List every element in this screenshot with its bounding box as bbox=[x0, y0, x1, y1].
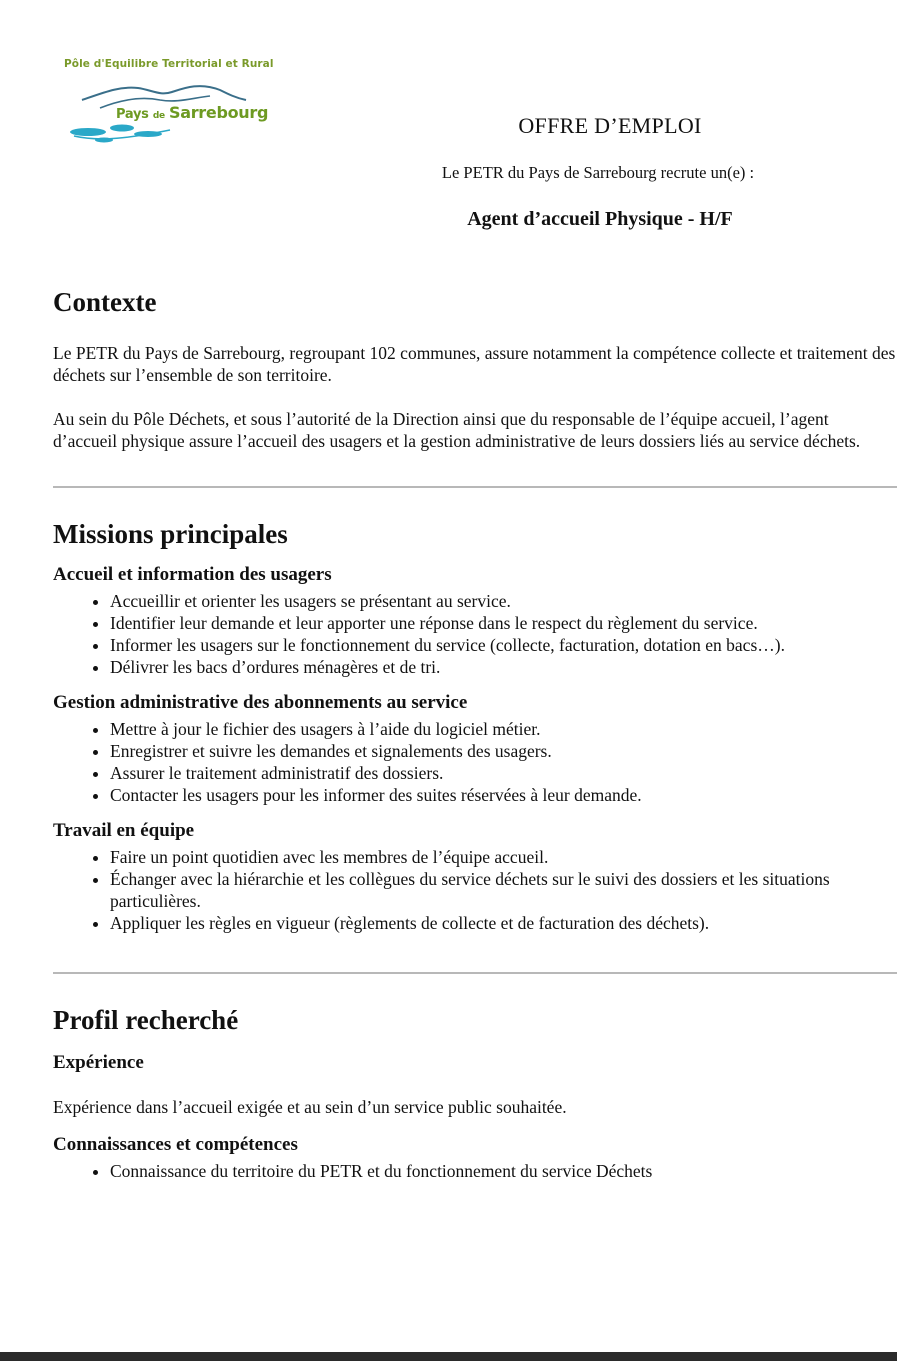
list-item: • Mettre à jour le fichier des usagers à l’aide du logiciel métier. bbox=[110, 718, 897, 740]
offer-title: OFFRE D’EMPLOI bbox=[518, 113, 702, 138]
section-title-profil: Profil recherché bbox=[53, 1005, 239, 1035]
mission-list-equipe bbox=[53, 846, 897, 934]
experience-text: Expérience dans l’accueil exigée et au sein d’un service public souhaitée. bbox=[53, 1097, 567, 1117]
logo-name-part1: Pays bbox=[116, 107, 149, 122]
mission-list-accueil bbox=[53, 590, 897, 678]
logo-tagline: Pôle d'Equilibre Territorial et Rural bbox=[64, 58, 274, 70]
subsection-title-equipe: Travail en équipe bbox=[53, 820, 195, 841]
list-item: • Échanger avec la hiérarchie et les collègues du service déchets sur le suivi des dossiers et les situations particulières. bbox=[110, 868, 897, 912]
list-item: • Identifier leur demande et leur apporter une réponse dans le respect du règlement du service. bbox=[110, 612, 897, 634]
logo-name bbox=[116, 103, 268, 122]
skills-list bbox=[53, 1160, 897, 1182]
mission-list-gestion bbox=[53, 718, 897, 806]
logo-name-part2: de bbox=[152, 111, 165, 121]
list-item: • Informer les usagers sur le fonctionnement du service (collecte, facturation, dotation en bacs…). bbox=[110, 634, 897, 656]
recruit-line: Le PETR du Pays de Sarrebourg recrute un(e) : bbox=[441, 163, 755, 182]
organization-logo bbox=[60, 56, 275, 146]
list-item: • Faire un point quotidien avec les membres de l’équipe accueil. bbox=[110, 846, 897, 868]
list-item: • Appliquer les règles en vigueur (règlements de collecte et de facturation des déchets). bbox=[110, 912, 897, 934]
subsection-title-accueil: Accueil et information des usagers bbox=[53, 564, 332, 585]
contexte-paragraph: Au sein du Pôle Déchets, et sous l’autorité de la Direction ainsi que du responsable de l’équipe accueil, l’agent d’accueil physique assure l’accueil des usagers et la gestion administrative de leurs dossiers liés au service déchets. bbox=[53, 409, 861, 451]
subsection-title-gestion: Gestion administrative des abonnements au service bbox=[53, 692, 468, 713]
list-item: • Délivrer les bacs d’ordures ménagères et de tri. bbox=[110, 656, 897, 678]
subsection-title-competences: Connaissances et compétences bbox=[53, 1134, 298, 1155]
list-item: • Accueillir et orienter les usagers se présentant au service. bbox=[110, 590, 897, 612]
list-item: • Assurer le traitement administratif des dossiers. bbox=[110, 762, 897, 784]
section-title-contexte: Contexte bbox=[53, 287, 157, 317]
bottom-bar bbox=[0, 1352, 897, 1361]
logo-name-part3: Sarrebourg bbox=[169, 103, 269, 122]
list-item: • Contacter les usagers pour les informer des suites réservées à leur demande. bbox=[110, 784, 897, 806]
main-content bbox=[53, 282, 897, 1182]
list-item: • Connaissance du territoire du PETR et du fonctionnement du service Déchets bbox=[110, 1160, 897, 1182]
contexte-paragraph: Le PETR du Pays de Sarrebourg, regroupant 102 communes, assure notamment la compétence collecte et traitement des déchets sur l’ensemble de son territoire. bbox=[53, 343, 896, 385]
job-title: Agent d’accueil Physique - H/F bbox=[467, 208, 733, 230]
list-item: • Enregistrer et suivre les demandes et signalements des usagers. bbox=[110, 740, 897, 762]
subsection-title-experience: Expérience bbox=[53, 1052, 144, 1073]
section-title-missions: Missions principales bbox=[53, 519, 288, 549]
